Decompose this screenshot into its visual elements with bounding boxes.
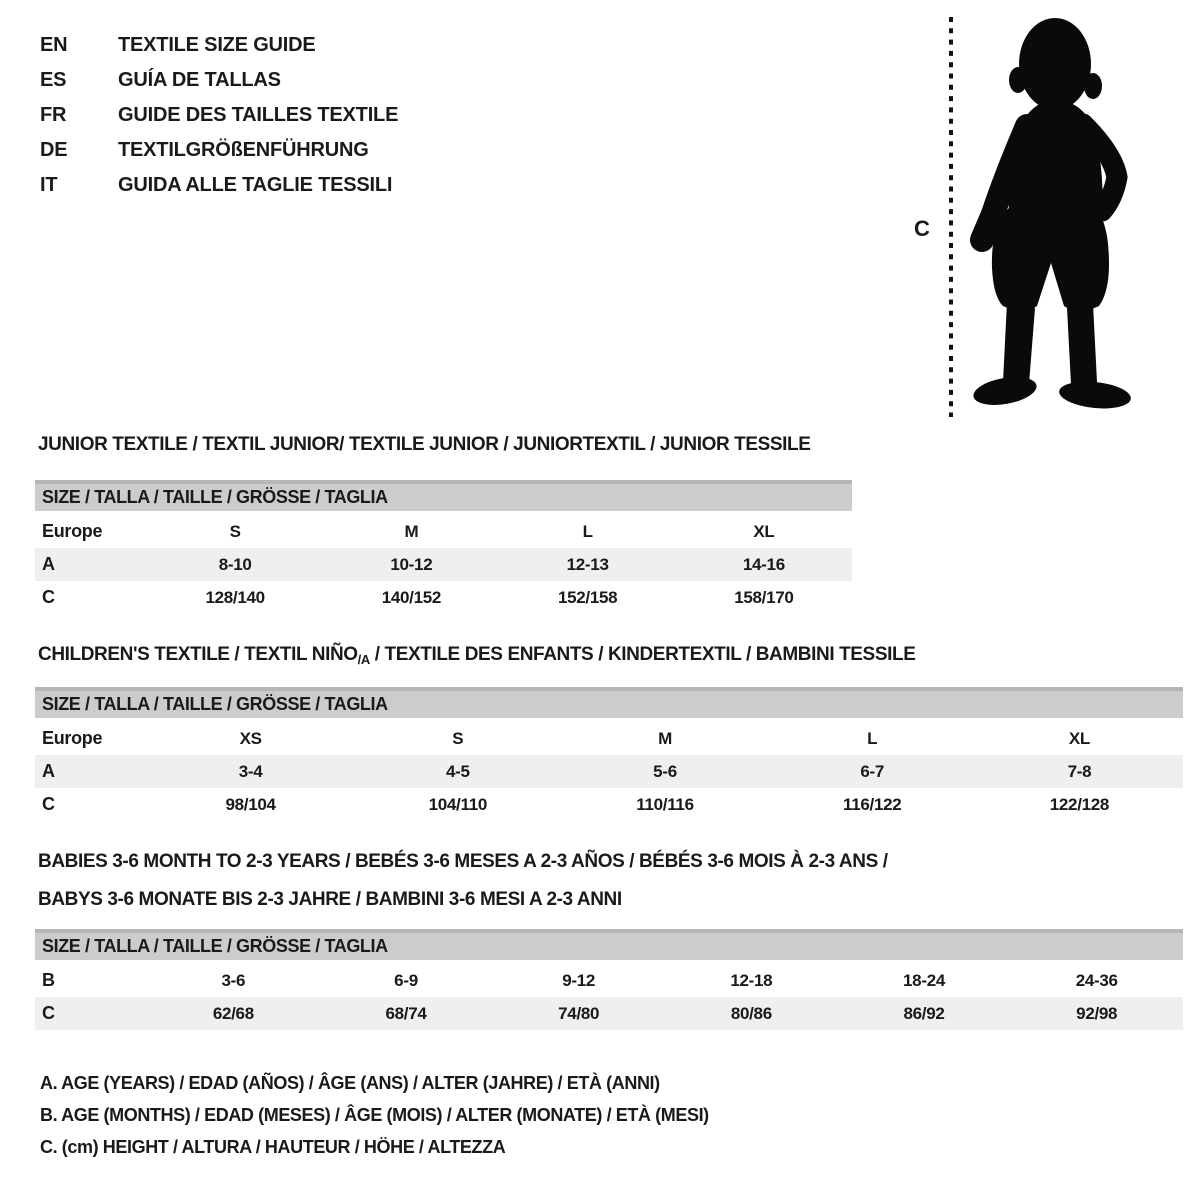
table-row-months <box>35 964 1183 997</box>
age-cell: 4-5 <box>445 761 470 781</box>
toddler-silhouette-image <box>963 14 1138 414</box>
months-cell: 6-9 <box>394 970 418 990</box>
lang-label: GUIDA ALLE TAGLIE TESSILI <box>118 174 393 196</box>
size-cell: XL <box>753 521 775 541</box>
height-measure-label: C <box>914 216 930 241</box>
table-row-height <box>35 581 852 614</box>
height-cell: 98/104 <box>225 794 276 814</box>
row-label: B <box>42 970 55 990</box>
junior-table-header: SIZE / TALLA / TAILLE / GRÖSSE / TAGLIA <box>35 480 852 511</box>
height-cell: 110/116 <box>636 794 694 814</box>
junior-section-title: JUNIOR TEXTILE / TEXTIL JUNIOR/ TEXTILE JUNIOR / JUNIORTEXTIL / JUNIOR TESSILE <box>38 434 811 455</box>
row-label: C <box>42 587 55 607</box>
language-title-block <box>40 28 398 203</box>
children-table-header: SIZE / TALLA / TAILLE / GRÖSSE / TAGLIA <box>35 687 1183 718</box>
size-cell: M <box>658 728 672 748</box>
height-cell: 140/152 <box>381 587 442 607</box>
children-title-post: / TEXTILE DES ENFANTS / KINDERTEXTIL / BAMBINI TESSILE <box>369 644 916 665</box>
height-cell: 86/92 <box>903 1003 945 1023</box>
children-section-title <box>38 644 915 666</box>
age-cell: 3-4 <box>238 761 263 781</box>
legend-height-cm: C. (cm) HEIGHT / ALTURA / HAUTEUR / HÖHE / ALTEZZA <box>40 1137 506 1157</box>
legend-age-months: B. AGE (MONTHS) / EDAD (MESES) / ÂGE (MOIS) / ALTER (MONATE) / ETÀ (MESI) <box>40 1105 709 1125</box>
age-cell: 7-8 <box>1067 761 1092 781</box>
row-label: A <box>42 554 55 574</box>
height-cell: 158/170 <box>734 587 794 607</box>
table-row-height <box>35 788 1183 821</box>
table-row-europe <box>35 722 1183 755</box>
babies-size-table <box>35 929 1183 1030</box>
lang-row-en <box>40 28 398 63</box>
age-cell: 8-10 <box>218 554 252 574</box>
lang-row-it <box>40 168 398 203</box>
months-cell: 3-6 <box>221 970 246 990</box>
age-cell: 5-6 <box>653 761 677 781</box>
age-cell: 10-12 <box>390 554 433 574</box>
babies-section-title-line2: BABYS 3-6 MONATE BIS 2-3 JAHRE / BAMBINI 3-6 MESI A 2-3 ANNI <box>38 889 622 910</box>
months-cell: 12-18 <box>730 970 773 990</box>
lang-code: DE <box>40 139 68 161</box>
lang-code: ES <box>40 69 67 91</box>
row-label: C <box>42 794 55 814</box>
table-row-age <box>35 548 852 581</box>
height-cell: 122/128 <box>1049 794 1110 814</box>
size-cell: S <box>229 521 241 541</box>
children-size-table <box>35 687 1183 821</box>
babies-section-title-line1: BABIES 3-6 MONTH TO 2-3 YEARS / BEBÉS 3-6 MESES A 2-3 AÑOS / BÉBÉS 3-6 MOIS À 2-3 ANS / <box>38 851 888 872</box>
height-cell: 152/158 <box>557 587 618 607</box>
row-label: Europe <box>42 521 103 541</box>
size-cell: XS <box>239 728 262 748</box>
lang-code: EN <box>40 34 68 56</box>
children-title-sub: /A <box>357 652 370 667</box>
table-row-height <box>35 997 1183 1030</box>
lang-label: TEXTILGRÖßENFÜHRUNG <box>118 139 369 161</box>
lang-row-de <box>40 133 398 168</box>
months-cell: 9-12 <box>562 970 596 990</box>
lang-label: TEXTILE SIZE GUIDE <box>118 34 316 56</box>
size-cell: XL <box>1068 728 1090 748</box>
size-cell: L <box>867 728 878 748</box>
lang-code: FR <box>40 104 67 126</box>
row-label: Europe <box>42 728 103 748</box>
age-cell: 6-7 <box>860 761 885 781</box>
months-cell: 18-24 <box>903 970 946 990</box>
age-cell: 12-13 <box>566 554 609 574</box>
table-row-age <box>35 755 1183 788</box>
row-label: A <box>42 761 55 781</box>
size-cell: L <box>582 521 593 541</box>
height-cell: 116/122 <box>843 794 902 814</box>
legend-age-years: A. AGE (YEARS) / EDAD (AÑOS) / ÂGE (ANS) / ALTER (JAHRE) / ETÀ (ANNI) <box>40 1073 660 1093</box>
lang-row-es <box>40 63 398 98</box>
height-cell: 128/140 <box>205 587 265 607</box>
children-title-pre: CHILDREN'S TEXTILE / TEXTIL NIÑO <box>38 644 358 665</box>
height-cell: 62/68 <box>212 1003 254 1023</box>
size-cell: S <box>452 728 464 748</box>
lang-label: GUÍA DE TALLAS <box>118 69 281 91</box>
height-measure-line <box>946 17 956 417</box>
lang-row-fr <box>40 98 398 133</box>
age-cell: 14-16 <box>742 554 785 574</box>
height-cell: 80/86 <box>730 1003 772 1023</box>
table-row-europe <box>35 515 852 548</box>
height-cell: 74/80 <box>558 1003 600 1023</box>
height-cell: 104/110 <box>428 794 488 814</box>
size-cell: M <box>404 521 419 541</box>
row-label: C <box>42 1003 55 1023</box>
height-cell: 92/98 <box>1076 1003 1118 1023</box>
lang-label: GUIDE DES TAILLES TEXTILE <box>118 104 399 126</box>
junior-size-table <box>35 480 852 614</box>
babies-table-header: SIZE / TALLA / TAILLE / GRÖSSE / TAGLIA <box>35 929 1183 960</box>
lang-code: IT <box>40 174 58 196</box>
height-cell: 68/74 <box>385 1003 427 1023</box>
months-cell: 24-36 <box>1075 970 1118 990</box>
